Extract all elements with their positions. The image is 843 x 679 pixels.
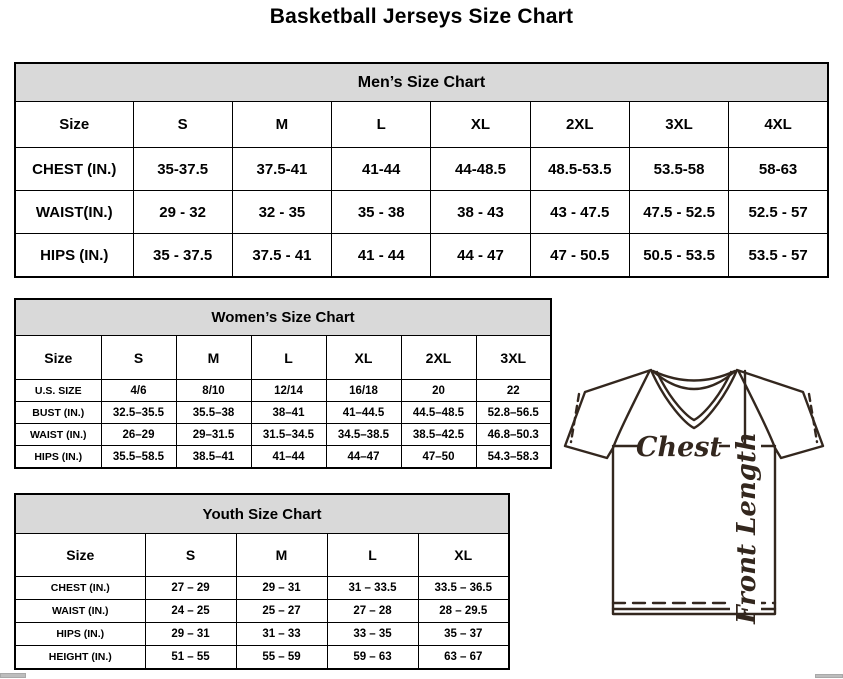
size-value: 16/18: [326, 380, 401, 402]
size-value: 22: [476, 380, 551, 402]
column-header: S: [133, 102, 232, 148]
table-row: [15, 424, 551, 446]
column-header: XL: [431, 102, 530, 148]
row-label: HIPS (IN.): [15, 234, 133, 278]
size-value: 46.8–50.3: [476, 424, 551, 446]
row-label: HIPS (IN.): [15, 446, 101, 469]
size-value: 4/6: [101, 380, 176, 402]
size-value: 31.5–34.5: [251, 424, 326, 446]
size-value: 35 - 37.5: [133, 234, 232, 278]
column-header: M: [176, 336, 251, 380]
size-value: 33 – 35: [327, 623, 418, 646]
column-header: Size: [15, 534, 145, 577]
row-label: CHEST (IN.): [15, 148, 133, 191]
table-row: [15, 646, 509, 670]
size-value: 31 – 33.5: [327, 577, 418, 600]
table-title: Men’s Size Chart: [15, 63, 828, 102]
size-value: 54.3–58.3: [476, 446, 551, 469]
size-value: 37.5 - 41: [232, 234, 331, 278]
size-value: 41-44: [332, 148, 431, 191]
table-title: Women’s Size Chart: [15, 299, 551, 336]
size-value: 27 – 29: [145, 577, 236, 600]
jersey-measurement-diagram: [561, 364, 839, 626]
chest-label: Chest: [636, 432, 722, 463]
chest-label-group: [636, 430, 722, 463]
size-value: 41 - 44: [332, 234, 431, 278]
table-row: [15, 446, 551, 469]
size-value: 12/14: [251, 380, 326, 402]
size-value: 63 – 67: [418, 646, 509, 670]
table-row: [15, 402, 551, 424]
size-value: 26–29: [101, 424, 176, 446]
column-header: S: [101, 336, 176, 380]
size-value: 8/10: [176, 380, 251, 402]
table-title: Youth Size Chart: [15, 494, 509, 534]
column-header: 2XL: [401, 336, 476, 380]
size-value: 41–44.5: [326, 402, 401, 424]
jersey-outline: [565, 370, 823, 614]
row-label: CHEST (IN.): [15, 577, 145, 600]
size-value: 35 - 38: [332, 191, 431, 234]
size-value: 59 – 63: [327, 646, 418, 670]
size-value: 50.5 - 53.5: [629, 234, 728, 278]
size-value: 38.5–41: [176, 446, 251, 469]
size-value: 20: [401, 380, 476, 402]
size-value: 35-37.5: [133, 148, 232, 191]
size-value: 38.5–42.5: [401, 424, 476, 446]
column-header: XL: [326, 336, 401, 380]
size-value: 44–47: [326, 446, 401, 469]
size-value: 47–50: [401, 446, 476, 469]
size-value: 27 – 28: [327, 600, 418, 623]
mens-size-table: [14, 62, 829, 278]
column-header: S: [145, 534, 236, 577]
size-value: 24 – 25: [145, 600, 236, 623]
size-value: 38–41: [251, 402, 326, 424]
size-value: 52.8–56.5: [476, 402, 551, 424]
row-label: HEIGHT (IN.): [15, 646, 145, 670]
column-header: L: [327, 534, 418, 577]
table-row: [15, 600, 509, 623]
youth-size-table: [14, 493, 510, 670]
table-row: [15, 191, 828, 234]
size-value: 28 – 29.5: [418, 600, 509, 623]
size-value: 55 – 59: [236, 646, 327, 670]
front-length-label-group: [730, 432, 762, 625]
front-length-label: Front Length: [732, 432, 762, 624]
womens-size-table: [14, 298, 552, 469]
size-value: 51 – 55: [145, 646, 236, 670]
column-header: 2XL: [530, 102, 629, 148]
row-label: WAIST (IN.): [15, 424, 101, 446]
row-label: WAIST(IN.): [15, 191, 133, 234]
size-value: 34.5–38.5: [326, 424, 401, 446]
size-value: 43 - 47.5: [530, 191, 629, 234]
column-header: L: [332, 102, 431, 148]
size-value: 31 – 33: [236, 623, 327, 646]
size-value: 35.5–58.5: [101, 446, 176, 469]
column-header: XL: [418, 534, 509, 577]
size-value: 58-63: [729, 148, 828, 191]
horizontal-scrollbar-thumb-right[interactable]: [815, 674, 843, 678]
column-header: L: [251, 336, 326, 380]
size-value: 25 – 27: [236, 600, 327, 623]
size-value: 32 - 35: [232, 191, 331, 234]
size-value: 48.5-53.5: [530, 148, 629, 191]
horizontal-scrollbar-thumb-left[interactable]: [0, 673, 26, 678]
column-header: Size: [15, 336, 101, 380]
size-value: 29–31.5: [176, 424, 251, 446]
size-value: 29 – 31: [145, 623, 236, 646]
table-row: [15, 234, 828, 278]
row-label: HIPS (IN.): [15, 623, 145, 646]
size-value: 29 – 31: [236, 577, 327, 600]
size-value: 35.5–38: [176, 402, 251, 424]
size-value: 35 – 37: [418, 623, 509, 646]
row-label: BUST (IN.): [15, 402, 101, 424]
size-value: 47 - 50.5: [530, 234, 629, 278]
column-header: 4XL: [729, 102, 828, 148]
size-value: 41–44: [251, 446, 326, 469]
size-value: 32.5–35.5: [101, 402, 176, 424]
column-header: 3XL: [476, 336, 551, 380]
column-header: M: [236, 534, 327, 577]
table-row: [15, 623, 509, 646]
size-value: 47.5 - 52.5: [629, 191, 728, 234]
table-row: [15, 577, 509, 600]
size-value: 52.5 - 57: [729, 191, 828, 234]
size-value: 38 - 43: [431, 191, 530, 234]
size-value: 44-48.5: [431, 148, 530, 191]
column-header: 3XL: [629, 102, 728, 148]
size-value: 44.5–48.5: [401, 402, 476, 424]
column-header: Size: [15, 102, 133, 148]
size-value: 29 - 32: [133, 191, 232, 234]
size-value: 53.5 - 57: [729, 234, 828, 278]
column-header: M: [232, 102, 331, 148]
size-value: 44 - 47: [431, 234, 530, 278]
row-label: U.S. SIZE: [15, 380, 101, 402]
table-row: [15, 148, 828, 191]
row-label: WAIST (IN.): [15, 600, 145, 623]
size-value: 53.5-58: [629, 148, 728, 191]
page-title: Basketball Jerseys Size Chart: [269, 5, 574, 28]
size-value: 37.5-41: [232, 148, 331, 191]
size-value: 33.5 – 36.5: [418, 577, 509, 600]
table-row: [15, 380, 551, 402]
